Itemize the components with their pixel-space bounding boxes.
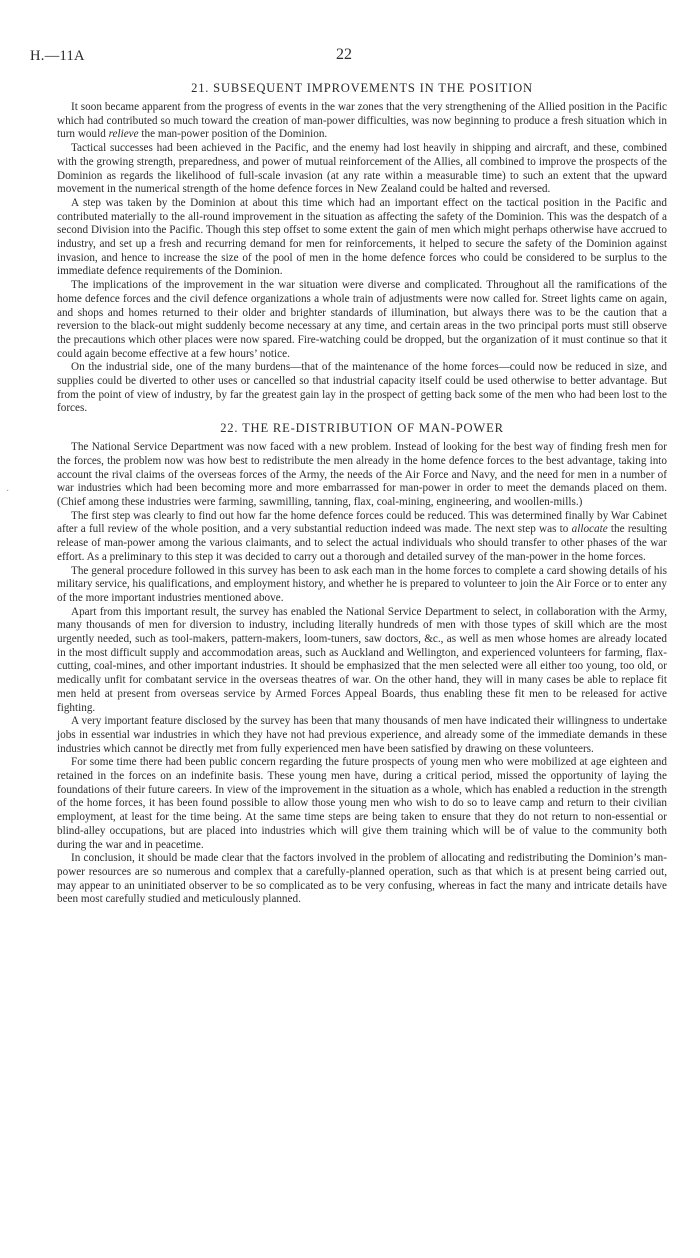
paragraph: For some time there had been public concern regarding the future prospects of young men who were mobilized at age eighteen and retained in the forces on an indefinite basis. These young men have, during a critical period, missed the opportunity of laying the foundations of their future careers. In view of the improvement in the situation as a whole, which has enabled a reduction in the strength of the home forces, it has been found possible to allow those young men who wish to do so to leave camp and return to their civilian employment, at least for the time being. At the same time steps are being taken to ensure that they do not return to non-essential or blind-alley occupations, but are placed into industries which will give them training which will be of value to the community both during the war and in peacetime. <box>57 756 667 851</box>
paragraph: Tactical successes had been achieved in the Pacific, and the enemy had lost heavily in shipping and aircraft, and these, combined with the growing strength, preparedness, and power of mutual reinforcement of the Allies, all combined to improve the prospects of the Dominion as regards the likelihood of full-scale invasion (at any rate within a measurable time) to such an extent that the upward movement in the numerical strength of the home defence forces in New Zealand could be halted and reversed. <box>57 142 667 196</box>
paragraph: In conclusion, it should be made clear that the factors involved in the problem of allocating and redistributing the Dominion’s man-power resources are so numerous and complex that a carefully-planned operation, such as that which is at present being carried out, may appear to an uninitiated observer to be so complicated as to be very confusing, whereas in fact the many and intricate details have been most carefully studied and meticulously planned. <box>57 852 667 906</box>
document-reference: H.—11A <box>30 48 85 64</box>
paragraph: The general procedure followed in this survey has been to ask each man in the home forces to complete a card showing details of his military service, his qualifications, and employment history, and whether he is prepared to volunteer to join the Air Force or to enter any of the more important industries mentioned above. <box>57 564 667 604</box>
paragraph: On the industrial side, one of the many burdens—that of the maintenance of the home forces—could now be reduced in size, and supplies could be diverted to other uses or cancelled so that industrial capacity itself could be used otherwise to better advantage. But from the point of view of industry, by far the greatest gain lay in the prospect of getting back some of the men who had been lost to the forces. <box>57 361 667 415</box>
paragraph: A very important feature disclosed by the survey has been that many thousands of men have indicated their willingness to undertake jobs in essential war industries in which they have not had previous experience, and already some of the immediate demands in these industries which cannot be directly met from fully experienced men have been satisfied by drawing on these volunteers. <box>57 715 667 755</box>
document-body <box>57 80 667 907</box>
section-heading: 21. SUBSEQUENT IMPROVEMENTS IN THE POSITION <box>191 81 533 95</box>
paragraph: A step was taken by the Dominion at about this time which had an important effect on the tactical position in the Pacific and contributed materially to the all-round improvement in the situation as affecting the safety of the Dominion. This was the despatch of a second Division into the Pacific. Though this step offset to some extent the gain of men which might perhaps otherwise have accrued to industry, and set up a fresh and recurring demand for men for reinforcements, it helped to secure the safety of the Dominion against invasion, and hence to increase the size of the pool of men in the home defence forces who could be considered to be surplus to the immediate defence requirements of the Dominion. <box>57 196 667 278</box>
emphasis: relieve <box>108 128 139 141</box>
section-heading: 22. THE RE-DISTRIBUTION OF MAN-POWER <box>220 421 504 436</box>
page-number: 22 <box>336 46 352 63</box>
margin-mark: · <box>6 486 10 497</box>
paragraph: The National Service Department was now faced with a new problem. Instead of looking for the best way of finding fresh men for the forces, the problem now was how best to redistribute the men already in the home defence forces to the best advantage, taking into account the rival claims of the overseas forces of the Army, the needs of the Air Force and Navy, and the need for men in a number of war industries which had been becoming more and more embarrassed for man-power in order to meet the demands placed on them. (Chief among these industries were farming, sawmilling, tanning, flax, coal-mining, engineering, and woollen-mills.) <box>57 441 667 508</box>
emphasis: allocate <box>571 523 608 536</box>
paragraph: The implications of the improvement in the war situation were diverse and complicated. Throughout all the ramifications of the home defence forces and the civil defence organizations a whole train of adjustments were now called for. Street lights came on again, and shops and homes returned to their older and brighter standards of illumination, but always there was to be the caution that a reversion to the black-out might suddenly become necessary at any time, and certain areas in the two principal ports must still observe the precautions which other places were now spared. Fire-watching could be dropped, but the organization of it must continue so that it could again become effective at a few hours’ notice. <box>57 279 667 360</box>
paragraph: Apart from this important result, the survey has enabled the National Service Department to select, in collaboration with the Army, many thousands of men for diversion to industry, including literally hundreds of men with those types of skill which are the most urgently needed, such as tool-makers, pattern-makers, loom-tuners, saw doctors, &c., as well as men whose homes are already located in the most difficult supply and accommodation areas, such as Auckland and Wellington, and experienced volunteers for farming, flax-cutting, coal-mines, and other important industries. It should be emphasized that the men selected were all either too young, too old, or medically unfit for combatant service in the overseas theatres of war. On the other hand, they will in many cases be able to replace fit men held at present from overseas service by Armed Forces Appeal Boards, thus enabling these fit men to be released for active fighting. <box>57 605 667 714</box>
paragraph: It soon became apparent from the progress of events in the war zones that the very strengthening of the Allied position in the Pacific which had contributed so much toward the creation of man-power difficulties, was now beginning to produce a fresh situation which in turn would relieve the man-power position of the Dominion. <box>57 101 667 141</box>
paragraph: The first step was clearly to find out how far the home defence forces could be reduced. This was determined finally by War Cabinet after a full review of the whole position, and a very substantial reduction indeed was made. The next step was to allocate the resulting release of man-power among the various claimants, and to select the actual individuals who should transfer to other phases of the war effort. As a preliminary to this step it was decided to carry out a thorough and detailed survey of the man-power in the home forces. <box>57 509 667 563</box>
